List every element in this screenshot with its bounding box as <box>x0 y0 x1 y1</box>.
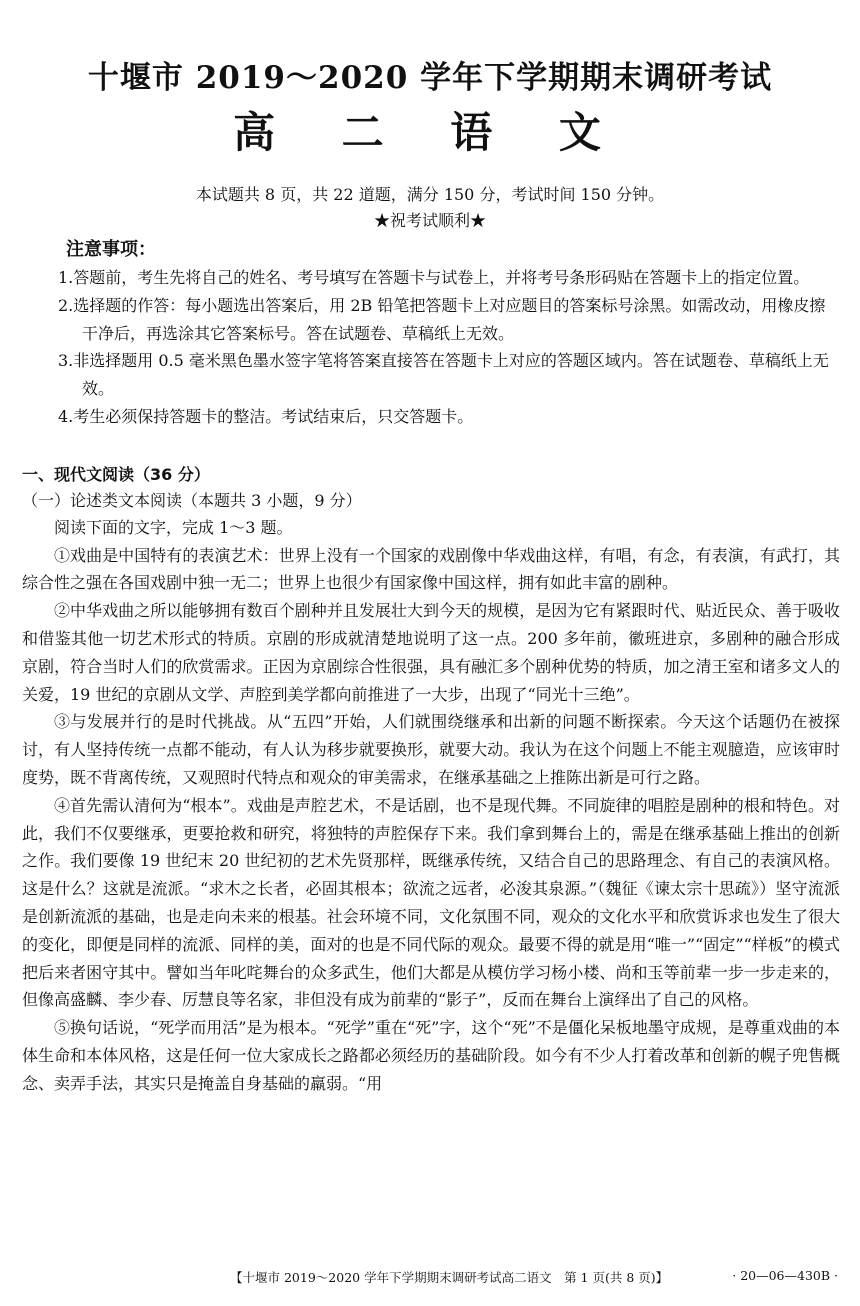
section-heading: 一、现代文阅读（36 分） <box>22 464 210 484</box>
subject-title: 高 二 语 文 <box>233 108 627 157</box>
footer-page-info: 【十堰市 2019～2020 学年下学期期末调研考试高二语文 第 1 页(共 8 页)】 <box>230 1270 669 1285</box>
footer-code: · 20—06—430B · <box>732 1268 838 1283</box>
passage-paragraph: ②中华戏曲之所以能够拥有数百个剧种并且发展壮大到今天的规模，是因为它有紧跟时代、贴近民众、善于吸收和借鉴其他一切艺术形式的特质。京剧的形成就清楚地说明了这一点。200 多年前，徽班进京，多剧种的融合形成京剧，符合当时人们的欣赏需求。正因为京剧综合性很强，具有融汇多个剧种优势的特质，加之清王室和诸多文人的关爱，19 世纪的京剧从文学、声腔到美学都向前推进了一大步，出现了“同光十三绝”。 <box>22 601 840 704</box>
exam-info: 本试题共 8 页，共 22 道题，满分 150 分，考试时间 150 分钟。 <box>195 185 665 204</box>
good-luck-line: ★祝考试顺利★ <box>373 211 486 230</box>
notice-item: 1.答题前，考生先将自己的姓名、考号填写在答题卡与试卷上，并将考号条形码贴在答题卡上的指定位置。 <box>58 268 810 287</box>
notice-item: 2.选择题的作答：每小题选出答案后，用 2B 铅笔把答题卡上对应题目的答案标号涂黑。如需改动，用橡皮擦干净后，再选涂其它答案标号。答在试题卷、草稿纸上无效。 <box>58 295 826 343</box>
reading-instruction: 阅读下面的文字，完成 1～3 题。 <box>54 517 293 537</box>
exam-title: 十堰市 2019～2020 学年下学期期末调研考试 <box>87 60 773 96</box>
notice-heading: 注意事项： <box>66 239 156 260</box>
passage-paragraph: ③与发展并行的是时代挑战。从“五四”开始，人们就围绕继承和出新的问题不断探索。今天这个话题仍在被探讨，有人坚持传统一点都不能动，有人认为移步就要换形，就要大动。我认为在这个问题上不能主观臆造，应该审时度势，既不背离传统，又观照时代特点和观众的审美需求，在继承基础之上推陈出新是可行之路。 <box>22 712 840 787</box>
passage-paragraph: ④首先需认清何为“根本”。戏曲是声腔艺术，不是话剧，也不是现代舞。不同旋律的唱腔是剧种的根和特色。对此，我们不仅要继承，更要抢救和研究，将独特的声腔保存下来。我们拿到舞台上的，需是在继承基础上推出的创新之作。我们要像 19 世纪末 20 世纪初的艺术先贤那样，既继承传统，又结合自己的思路理念、有自己的表演风格。这是什么？这就是流派。“求木之长者，必固其根本；欲流之远者，必浚其泉源。”（魏征《谏太宗十思疏》）坚守流派是创新流派的基础，也是走向未来的根基。社会环境不同，文化氛围不同，观众的文化水平和欣赏诉求也发生了很大的变化，即便是同样的流派、同样的美，面对的也是不同代际的观众。最要不得的就是用“唯一”“固定”“样板”的模式把后来者困守其中。譬如当年叱咤舞台的众多武生，他们大都是从模仿学习杨小楼、尚和玉等前辈一步一步走来的，但像高盛麟、李少春、厉慧良等名家，非但没有成为前辈的“影子”，反而在舞台上演绎出了自己的风格。 <box>22 795 840 1010</box>
passage-paragraph: ①戏曲是中国特有的表演艺术：世界上没有一个国家的戏剧像中华戏曲这样，有唱，有念，有表演，有武打，其综合性之强在各国戏剧中独一无二；世界上也很少有国家像中国这样，拥有如此丰富的剧种。 <box>22 545 840 593</box>
exam-body <box>22 236 840 1098</box>
exam-intro <box>0 182 860 234</box>
subsection-heading: （一）论述类文本阅读（本题共 3 小题，9 分） <box>22 490 362 510</box>
notice-item: 3.非选择题用 0.5 毫米黑色墨水签字笔将答案直接答在答题卡上对应的答题区域内。答在试题卷、草稿纸上无效。 <box>58 351 829 399</box>
passage-paragraph: ⑤换句话说，“死学而用活”是为根本。“死学”重在“死”字，这个“死”不是僵化呆板地墨守成规，是尊重戏曲的本体生命和本体风格，这是任何一位大家成长之路都必须经历的基础阶段。如今有不少人打着改革和创新的幌子兜售概念、卖弄手法，其实只是掩盖自身基础的羸弱。“用 <box>22 1018 840 1093</box>
notice-item: 4.考生必须保持答题卡的整洁。考试结束后，只交答题卡。 <box>58 406 474 426</box>
